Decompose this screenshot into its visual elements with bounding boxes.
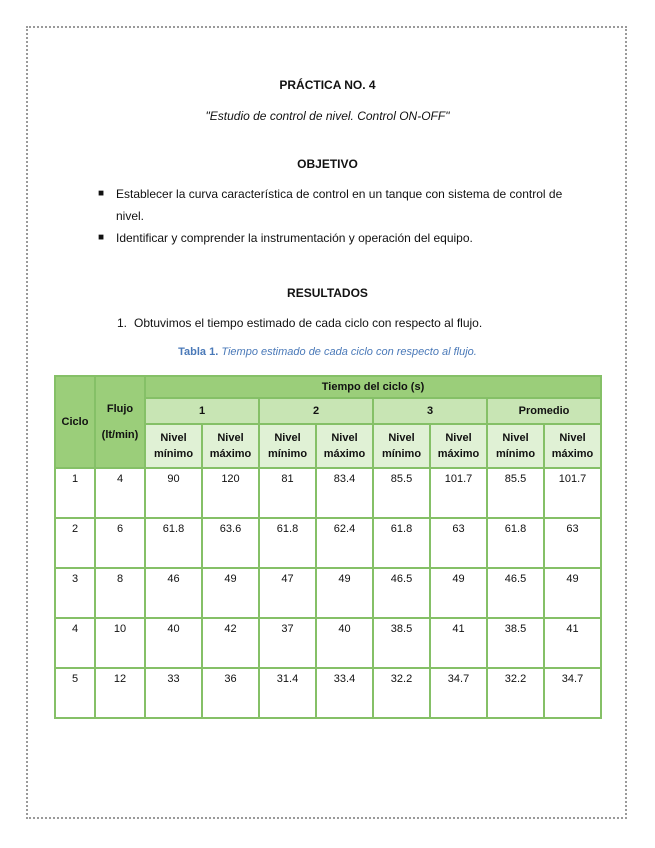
table-cell: 83.4 <box>316 468 373 518</box>
table-cell: 42 <box>202 618 259 668</box>
objectives-list <box>98 183 588 249</box>
objective-heading: OBJETIVO <box>297 157 358 171</box>
result-item-text: Obtuvimos el tiempo estimado de cada ciclo con respecto al flujo. <box>134 316 483 330</box>
caption-text: Tiempo estimado de cada ciclo con respecto al flujo. <box>221 346 477 358</box>
table-cell: 8 <box>95 568 145 618</box>
table-row <box>55 518 601 568</box>
objective-text: Establecer la curva característica de control en un tanque con sistema de control de nivel. <box>116 187 563 223</box>
table-cell: 40 <box>316 618 373 668</box>
table-cell: 46.5 <box>487 568 544 618</box>
table-cell: 120 <box>202 468 259 518</box>
table-row <box>55 668 601 718</box>
table-cell: 46 <box>145 568 202 618</box>
header-nivel-minimo: Nivel mínimo <box>373 424 430 468</box>
result-item-number: 1. <box>117 316 128 330</box>
table-cell: 61.8 <box>259 518 316 568</box>
practice-subtitle: "Estudio de control de nivel. Control ON-OFF" <box>205 109 450 123</box>
results-table <box>54 375 602 719</box>
table-cell: 3 <box>55 568 95 618</box>
table-cell: 63 <box>430 518 487 568</box>
header-group-3: 3 <box>373 398 487 424</box>
table-cell: 61.8 <box>487 518 544 568</box>
header-nivel-minimo: Nivel mínimo <box>259 424 316 468</box>
table-cell: 31.4 <box>259 668 316 718</box>
table-cell: 33.4 <box>316 668 373 718</box>
table-cell: 41 <box>544 618 601 668</box>
table-cell: 47 <box>259 568 316 618</box>
table-cell: 6 <box>95 518 145 568</box>
table-cell: 5 <box>55 668 95 718</box>
table-cell: 81 <box>259 468 316 518</box>
bullet-icon: ■ <box>98 188 105 199</box>
header-group-1: 1 <box>145 398 259 424</box>
table-cell: 32.2 <box>487 668 544 718</box>
table-cell: 12 <box>95 668 145 718</box>
objective-item <box>98 227 588 249</box>
table-cell: 49 <box>544 568 601 618</box>
bullet-icon: ■ <box>98 232 105 243</box>
header-group-2: 2 <box>259 398 373 424</box>
table-cell: 46.5 <box>373 568 430 618</box>
header-nivel-maximo: Nivel máximo <box>544 424 601 468</box>
table-row <box>55 568 601 618</box>
table-cell: 38.5 <box>373 618 430 668</box>
table-cell: 10 <box>95 618 145 668</box>
header-group-promedio: Promedio <box>487 398 601 424</box>
table-cell: 63.6 <box>202 518 259 568</box>
table-cell: 49 <box>430 568 487 618</box>
table-cell: 90 <box>145 468 202 518</box>
table-cell: 85.5 <box>373 468 430 518</box>
header-nivel-maximo: Nivel máximo <box>316 424 373 468</box>
header-nivel-maximo: Nivel máximo <box>202 424 259 468</box>
table-cell: 61.8 <box>145 518 202 568</box>
table-cell: 36 <box>202 668 259 718</box>
header-nivel-minimo: Nivel mínimo <box>145 424 202 468</box>
table-cell: 49 <box>202 568 259 618</box>
header-flujo <box>95 376 145 468</box>
table-cell: 2 <box>55 518 95 568</box>
practice-title: PRÁCTICA NO. 4 <box>279 78 376 92</box>
table-cell: 38.5 <box>487 618 544 668</box>
header-ciclo: Ciclo <box>55 376 95 468</box>
header-nivel-maximo: Nivel máximo <box>430 424 487 468</box>
table-cell: 32.2 <box>373 668 430 718</box>
table-cell: 41 <box>430 618 487 668</box>
table-cell: 34.7 <box>544 668 601 718</box>
table-cell: 101.7 <box>430 468 487 518</box>
results-heading: RESULTADOS <box>287 286 368 300</box>
table-cell: 63 <box>544 518 601 568</box>
table-cell: 85.5 <box>487 468 544 518</box>
results-table-body <box>55 468 601 718</box>
caption-label: Tabla 1. <box>178 346 219 358</box>
objective-text: Identificar y comprender la instrumentación y operación del equipo. <box>116 231 473 245</box>
table-caption <box>0 346 655 358</box>
table-cell: 61.8 <box>373 518 430 568</box>
header-nivel-minimo: Nivel mínimo <box>487 424 544 468</box>
header-flujo-unit: (lt/min) <box>101 429 139 441</box>
table-cell: 40 <box>145 618 202 668</box>
table-cell: 4 <box>55 618 95 668</box>
table-cell: 101.7 <box>544 468 601 518</box>
table-cell: 37 <box>259 618 316 668</box>
objective-item <box>98 183 588 227</box>
table-cell: 62.4 <box>316 518 373 568</box>
table-cell: 49 <box>316 568 373 618</box>
header-tiempo: Tiempo del ciclo (s) <box>145 376 601 398</box>
table-cell: 33 <box>145 668 202 718</box>
table-cell: 1 <box>55 468 95 518</box>
table-row <box>55 618 601 668</box>
table-cell: 34.7 <box>430 668 487 718</box>
result-item <box>117 316 482 330</box>
table-row <box>55 468 601 518</box>
table-cell: 4 <box>95 468 145 518</box>
header-flujo-label: Flujo <box>106 403 134 415</box>
